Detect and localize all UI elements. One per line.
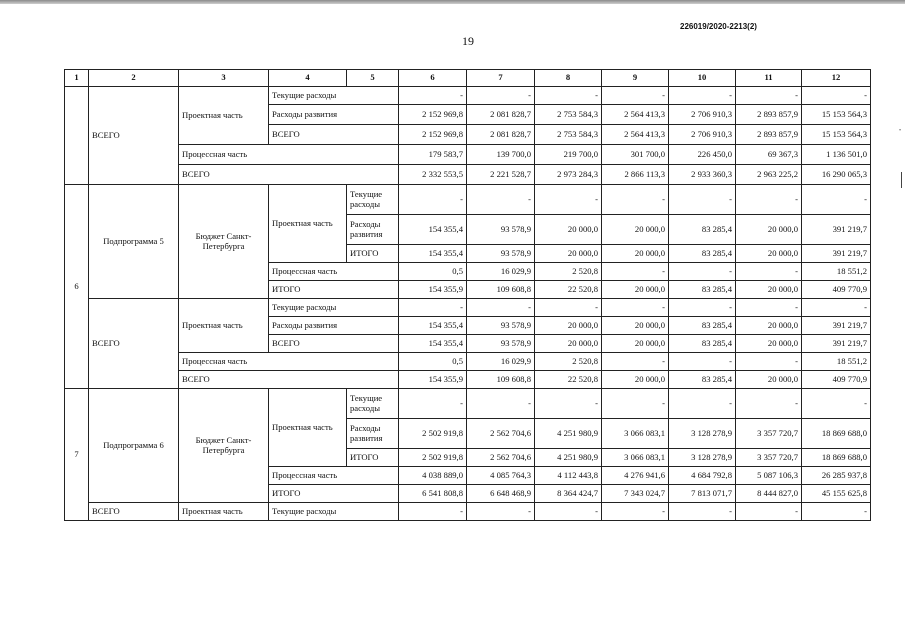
- page-number: 19: [462, 34, 474, 48]
- value-cell: 20 000,0: [602, 317, 669, 335]
- value-cell: -: [802, 389, 871, 419]
- value-cell: -: [802, 185, 871, 215]
- value-cell: 4 684 792,8: [669, 467, 736, 485]
- value-cell: 409 770,9: [802, 281, 871, 299]
- value-cell: 391 219,7: [802, 215, 871, 245]
- column-header: 12: [802, 70, 871, 87]
- value-cell: 391 219,7: [802, 245, 871, 263]
- value-cell: -: [602, 353, 669, 371]
- value-cell: 154 355,4: [399, 215, 467, 245]
- value-cell: -: [669, 389, 736, 419]
- value-cell: 3 066 083,1: [602, 419, 669, 449]
- value-cell: 15 153 564,3: [802, 105, 871, 125]
- value-cell: 0,5: [399, 353, 467, 371]
- value-cell: 69 367,3: [736, 145, 802, 165]
- value-cell: -: [535, 299, 602, 317]
- value-cell: 16 290 065,3: [802, 165, 871, 185]
- value-cell: 20 000,0: [736, 371, 802, 389]
- value-cell: -: [602, 87, 669, 105]
- value-cell: 2 221 528,7: [467, 165, 535, 185]
- column-header: 1: [65, 70, 89, 87]
- value-cell: -: [535, 185, 602, 215]
- value-cell: 93 578,9: [467, 335, 535, 353]
- value-cell: -: [602, 263, 669, 281]
- value-cell: 20 000,0: [736, 215, 802, 245]
- value-cell: -: [602, 299, 669, 317]
- value-cell: 2 152 969,8: [399, 125, 467, 145]
- table-row: [65, 389, 871, 419]
- part-label: Процессная часть: [269, 467, 399, 485]
- value-cell: 83 285,4: [669, 317, 736, 335]
- value-cell: 20 000,0: [535, 317, 602, 335]
- value-cell: 93 578,9: [467, 215, 535, 245]
- row-number-cell: 6: [65, 185, 89, 389]
- value-cell: 2 866 113,3: [602, 165, 669, 185]
- block-label: ВСЕГО: [89, 299, 179, 389]
- value-cell: -: [602, 185, 669, 215]
- value-cell: 391 219,7: [802, 335, 871, 353]
- value-cell: 83 285,4: [669, 281, 736, 299]
- value-cell: 2 706 910,3: [669, 105, 736, 125]
- value-cell: -: [399, 299, 467, 317]
- value-cell: 2 706 910,3: [669, 125, 736, 145]
- value-cell: 154 355,9: [399, 281, 467, 299]
- value-cell: 226 450,0: [669, 145, 736, 165]
- value-cell: 20 000,0: [602, 281, 669, 299]
- row-number-cell: 7: [65, 389, 89, 521]
- value-cell: 139 700,0: [467, 145, 535, 165]
- value-cell: 2 520,8: [535, 263, 602, 281]
- part-label: Проектная часть: [269, 389, 347, 467]
- value-cell: -: [535, 389, 602, 419]
- value-cell: 2 502 919,8: [399, 449, 467, 467]
- value-cell: -: [467, 299, 535, 317]
- subtotal-label: ИТОГО: [347, 449, 399, 467]
- column-header: 9: [602, 70, 669, 87]
- value-cell: 93 578,9: [467, 317, 535, 335]
- value-cell: 2 564 413,3: [602, 125, 669, 145]
- value-cell: -: [736, 299, 802, 317]
- value-cell: 109 608,8: [467, 371, 535, 389]
- value-cell: 18 869 688,0: [802, 449, 871, 467]
- table-row: [65, 503, 871, 521]
- value-cell: -: [736, 87, 802, 105]
- value-cell: 20 000,0: [602, 371, 669, 389]
- value-cell: 2 332 553,5: [399, 165, 467, 185]
- value-cell: 2 081 828,7: [467, 125, 535, 145]
- value-cell: -: [467, 185, 535, 215]
- value-cell: 154 355,9: [399, 371, 467, 389]
- column-header: 7: [467, 70, 535, 87]
- table-row: [65, 353, 871, 371]
- value-cell: 15 153 564,3: [802, 125, 871, 145]
- value-cell: 2 562 704,6: [467, 449, 535, 467]
- value-cell: 2 963 225,2: [736, 165, 802, 185]
- value-cell: -: [669, 503, 736, 521]
- subtotal-label: ИТОГО: [347, 245, 399, 263]
- subtotal-label: ВСЕГО: [269, 125, 399, 145]
- value-cell: 154 355,4: [399, 245, 467, 263]
- value-cell: -: [802, 87, 871, 105]
- expense-label: Текущие расходы: [269, 299, 399, 317]
- value-cell: 2 520,8: [535, 353, 602, 371]
- value-cell: 301 700,0: [602, 145, 669, 165]
- value-cell: 3 128 278,9: [669, 419, 736, 449]
- part-label: Проектная часть: [179, 503, 269, 521]
- expense-label: Расходы развития: [347, 419, 399, 449]
- value-cell: 3 066 083,1: [602, 449, 669, 467]
- value-cell: 18 869 688,0: [802, 419, 871, 449]
- value-cell: 391 219,7: [802, 317, 871, 335]
- value-cell: 154 355,4: [399, 317, 467, 335]
- value-cell: -: [535, 87, 602, 105]
- scan-top-edge: [0, 0, 905, 4]
- column-header: 10: [669, 70, 736, 87]
- table-body: [65, 70, 871, 521]
- value-cell: 154 355,4: [399, 335, 467, 353]
- expense-label: Расходы развития: [269, 105, 399, 125]
- column-header: 2: [89, 70, 179, 87]
- value-cell: 20 000,0: [535, 215, 602, 245]
- value-cell: -: [535, 503, 602, 521]
- value-cell: 6 541 808,8: [399, 485, 467, 503]
- value-cell: -: [602, 389, 669, 419]
- total-label: ВСЕГО: [179, 165, 399, 185]
- column-header: 4: [269, 70, 347, 87]
- column-header: 3: [179, 70, 269, 87]
- value-cell: -: [467, 87, 535, 105]
- table-row: [65, 299, 871, 317]
- part-label: Процессная часть: [179, 353, 399, 371]
- value-cell: 22 520,8: [535, 371, 602, 389]
- value-cell: 1 136 501,0: [802, 145, 871, 165]
- value-cell: -: [669, 185, 736, 215]
- value-cell: -: [399, 389, 467, 419]
- subprogram-label: Подпрограмма 5: [89, 185, 179, 299]
- part-label: Проектная часть: [179, 87, 269, 145]
- header-row: [65, 70, 871, 87]
- value-cell: 18 551,2: [802, 263, 871, 281]
- value-cell: 179 583,7: [399, 145, 467, 165]
- value-cell: 4 038 889,0: [399, 467, 467, 485]
- value-cell: 7 813 071,7: [669, 485, 736, 503]
- budget-table: [64, 69, 871, 521]
- table-row: [65, 145, 871, 165]
- subprogram-label: Подпрограмма 6: [89, 389, 179, 503]
- value-cell: 4 251 980,9: [535, 449, 602, 467]
- row-number-cell: [65, 87, 89, 185]
- value-cell: 5 087 106,3: [736, 467, 802, 485]
- value-cell: 4 276 941,6: [602, 467, 669, 485]
- table-row: [65, 165, 871, 185]
- value-cell: -: [399, 87, 467, 105]
- value-cell: 2 562 704,6: [467, 419, 535, 449]
- value-cell: -: [669, 299, 736, 317]
- value-cell: 2 564 413,3: [602, 105, 669, 125]
- part-label: Процессная часть: [179, 145, 399, 165]
- value-cell: -: [802, 299, 871, 317]
- column-header: 6: [399, 70, 467, 87]
- expense-label: Текущие расходы: [269, 503, 399, 521]
- value-cell: 2 933 360,3: [669, 165, 736, 185]
- value-cell: 83 285,4: [669, 215, 736, 245]
- value-cell: 20 000,0: [535, 245, 602, 263]
- value-cell: 7 343 024,7: [602, 485, 669, 503]
- value-cell: -: [669, 263, 736, 281]
- value-cell: 20 000,0: [736, 335, 802, 353]
- part-label: Процессная часть: [269, 263, 399, 281]
- table-row: [65, 185, 871, 215]
- expense-label: Расходы развития: [347, 215, 399, 245]
- block-label: ВСЕГО: [89, 87, 179, 185]
- value-cell: 16 029,9: [467, 353, 535, 371]
- table-row: [65, 87, 871, 105]
- value-cell: 2 753 584,3: [535, 105, 602, 125]
- value-cell: 2 973 284,3: [535, 165, 602, 185]
- subtotal-label: ВСЕГО: [269, 335, 399, 353]
- value-cell: 2 893 857,9: [736, 105, 802, 125]
- value-cell: -: [802, 503, 871, 521]
- value-cell: -: [736, 185, 802, 215]
- value-cell: -: [736, 353, 802, 371]
- scan-edge-mark: [901, 172, 902, 188]
- total-label: ВСЕГО: [179, 371, 399, 389]
- value-cell: 109 608,8: [467, 281, 535, 299]
- value-cell: -: [399, 185, 467, 215]
- value-cell: -: [736, 503, 802, 521]
- column-header: 8: [535, 70, 602, 87]
- value-cell: 219 700,0: [535, 145, 602, 165]
- value-cell: 6 648 468,9: [467, 485, 535, 503]
- value-cell: -: [602, 503, 669, 521]
- value-cell: -: [669, 87, 736, 105]
- value-cell: 8 364 424,7: [535, 485, 602, 503]
- value-cell: 20 000,0: [535, 335, 602, 353]
- value-cell: -: [736, 263, 802, 281]
- value-cell: 20 000,0: [602, 215, 669, 245]
- value-cell: 20 000,0: [602, 245, 669, 263]
- value-cell: -: [736, 389, 802, 419]
- value-cell: 3 128 278,9: [669, 449, 736, 467]
- value-cell: 409 770,9: [802, 371, 871, 389]
- value-cell: 4 085 764,3: [467, 467, 535, 485]
- value-cell: 2 152 969,8: [399, 105, 467, 125]
- total-label: ИТОГО: [269, 281, 399, 299]
- value-cell: 16 029,9: [467, 263, 535, 281]
- total-label: ИТОГО: [269, 485, 399, 503]
- value-cell: 20 000,0: [736, 317, 802, 335]
- budget-label: Бюджет Санкт-Петербурга: [179, 389, 269, 503]
- value-cell: 2 502 919,8: [399, 419, 467, 449]
- value-cell: 4 251 980,9: [535, 419, 602, 449]
- value-cell: 3 357 720,7: [736, 449, 802, 467]
- expense-label: Текущие расходы: [269, 87, 399, 105]
- part-label: Проектная часть: [269, 185, 347, 263]
- value-cell: -: [669, 353, 736, 371]
- value-cell: 4 112 443,8: [535, 467, 602, 485]
- expense-label: Текущие расходы: [347, 389, 399, 419]
- column-header: 5: [347, 70, 399, 87]
- value-cell: 20 000,0: [736, 281, 802, 299]
- value-cell: 0,5: [399, 263, 467, 281]
- value-cell: 2 753 584,3: [535, 125, 602, 145]
- expense-label: Текущие расходы: [347, 185, 399, 215]
- scan-mark: •: [899, 128, 902, 134]
- value-cell: 3 357 720,7: [736, 419, 802, 449]
- value-cell: 2 081 828,7: [467, 105, 535, 125]
- value-cell: 22 520,8: [535, 281, 602, 299]
- value-cell: -: [467, 389, 535, 419]
- part-label: Проектная часть: [179, 299, 269, 353]
- document-id: 226019/2020-2213(2): [680, 22, 757, 31]
- value-cell: 8 444 827,0: [736, 485, 802, 503]
- value-cell: 45 155 625,8: [802, 485, 871, 503]
- block-label: ВСЕГО: [89, 503, 179, 521]
- value-cell: 20 000,0: [736, 245, 802, 263]
- value-cell: 20 000,0: [602, 335, 669, 353]
- value-cell: 18 551,2: [802, 353, 871, 371]
- value-cell: 2 893 857,9: [736, 125, 802, 145]
- value-cell: 83 285,4: [669, 245, 736, 263]
- value-cell: -: [467, 503, 535, 521]
- expense-label: Расходы развития: [269, 317, 399, 335]
- budget-label: Бюджет Санкт-Петербурга: [179, 185, 269, 299]
- value-cell: 83 285,4: [669, 371, 736, 389]
- value-cell: 83 285,4: [669, 335, 736, 353]
- value-cell: -: [399, 503, 467, 521]
- value-cell: 26 285 937,8: [802, 467, 871, 485]
- table-row: [65, 371, 871, 389]
- value-cell: 93 578,9: [467, 245, 535, 263]
- column-header: 11: [736, 70, 802, 87]
